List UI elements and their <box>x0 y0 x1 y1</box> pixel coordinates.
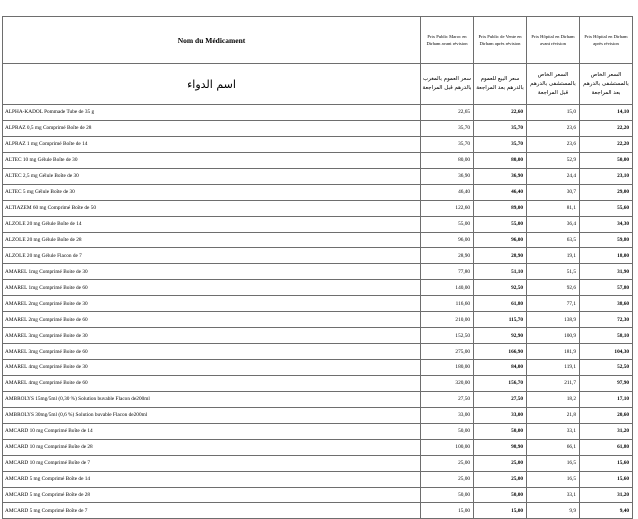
table-row <box>3 232 633 248</box>
price-public-before-cell: 116,60 <box>421 296 474 312</box>
price-public-before-cell: 25,00 <box>421 455 474 471</box>
medication-name-cell: ALTEC 2,5 mg Gélule Boîte de 30 <box>3 168 421 184</box>
price-public-before-cell: 210,00 <box>421 312 474 328</box>
table-row <box>3 312 633 328</box>
table-row <box>3 439 633 455</box>
medication-name-cell: ALZOLE 20 mg Gélule Flacon de 7 <box>3 248 421 264</box>
table-row <box>3 375 633 391</box>
medication-name-cell: AMAREL 4mg Comprimé Boite de 30 <box>3 360 421 376</box>
header-row-arabic <box>3 64 633 105</box>
price-hospital-after-cell: 22,20 <box>580 136 633 152</box>
price-public-before-cell: 35,70 <box>421 120 474 136</box>
price-public-before-cell: 55,00 <box>421 216 474 232</box>
medication-name-cell: AMAREL 3mg Comprimé Boite de 30 <box>3 328 421 344</box>
header-col1-ar: سعر العموم بالمغرب بالدرهم قبل المراجعة <box>421 64 474 105</box>
price-hospital-after-cell: 97,90 <box>580 375 633 391</box>
price-public-before-cell: 77,80 <box>421 264 474 280</box>
price-public-after-cell: 27,50 <box>474 391 527 407</box>
table-row <box>3 423 633 439</box>
price-public-after-cell: 35,70 <box>474 120 527 136</box>
medication-name-cell: ALPHA-KADOL Pommade Tube de 35 g <box>3 105 421 121</box>
medication-name-cell: AMCARD 10 mg Comprimé Boîte de 28 <box>3 439 421 455</box>
price-hospital-before-cell: 181,9 <box>527 344 580 360</box>
price-hospital-after-cell: 31,20 <box>580 423 633 439</box>
price-public-before-cell: 140,00 <box>421 280 474 296</box>
price-public-before-cell: 80,00 <box>421 152 474 168</box>
price-public-after-cell: 50,00 <box>474 423 527 439</box>
price-public-after-cell: 115,70 <box>474 312 527 328</box>
price-public-after-cell: 51,10 <box>474 264 527 280</box>
price-public-before-cell: 15,00 <box>421 503 474 519</box>
price-hospital-after-cell: 38,60 <box>580 296 633 312</box>
price-hospital-before-cell: 63,5 <box>527 232 580 248</box>
table-row <box>3 328 633 344</box>
table-row <box>3 296 633 312</box>
price-hospital-before-cell: 51,5 <box>527 264 580 280</box>
price-public-before-cell: 33,00 <box>421 407 474 423</box>
price-hospital-after-cell: 104,30 <box>580 344 633 360</box>
price-public-before-cell: 36,90 <box>421 168 474 184</box>
price-hospital-after-cell: 14,10 <box>580 105 633 121</box>
price-hospital-before-cell: 119,1 <box>527 360 580 376</box>
price-hospital-after-cell: 22,20 <box>580 120 633 136</box>
price-hospital-after-cell: 23,10 <box>580 168 633 184</box>
price-hospital-before-cell: 23,6 <box>527 120 580 136</box>
price-public-after-cell: 84,00 <box>474 360 527 376</box>
table-row <box>3 105 633 121</box>
price-hospital-after-cell: 72,30 <box>580 312 633 328</box>
price-public-after-cell: 55,00 <box>474 216 527 232</box>
header-col3-fr: Prix Hôpital en Dirham avant révision <box>527 17 580 64</box>
price-hospital-before-cell: 21,8 <box>527 407 580 423</box>
price-public-after-cell: 28,90 <box>474 248 527 264</box>
price-hospital-after-cell: 18,00 <box>580 248 633 264</box>
price-hospital-before-cell: 18,2 <box>527 391 580 407</box>
price-hospital-before-cell: 9,9 <box>527 503 580 519</box>
medication-name-cell: AMAREL 1mg Comprimé Boite de 60 <box>3 280 421 296</box>
price-public-before-cell: 35,70 <box>421 136 474 152</box>
table-row <box>3 136 633 152</box>
price-public-after-cell: 156,70 <box>474 375 527 391</box>
price-public-before-cell: 28,90 <box>421 248 474 264</box>
price-public-before-cell: 180,00 <box>421 360 474 376</box>
table-row <box>3 471 633 487</box>
price-public-before-cell: 275,00 <box>421 344 474 360</box>
price-hospital-after-cell: 29,00 <box>580 184 633 200</box>
price-public-after-cell: 15,00 <box>474 503 527 519</box>
price-public-after-cell: 166,90 <box>474 344 527 360</box>
table-row <box>3 503 633 519</box>
price-hospital-before-cell: 52,9 <box>527 152 580 168</box>
table-row <box>3 487 633 503</box>
price-public-after-cell: 25,00 <box>474 455 527 471</box>
header-col2-fr: Prix Public de Vente en Dirham après révision <box>474 17 527 64</box>
table-row <box>3 455 633 471</box>
price-public-after-cell: 92,50 <box>474 280 527 296</box>
medication-name-cell: AMBROLYS 15mg/5ml (0,30 %) Solution buvable Flacon de200ml <box>3 391 421 407</box>
header-row-french <box>3 17 633 64</box>
price-public-before-cell: 46,40 <box>421 184 474 200</box>
price-hospital-before-cell: 66,1 <box>527 439 580 455</box>
price-public-after-cell: 61,80 <box>474 296 527 312</box>
header-col1-fr: Prix Public Maroc en Dirham avant révision <box>421 17 474 64</box>
price-public-after-cell: 22,60 <box>474 105 527 121</box>
price-public-after-cell: 80,00 <box>474 152 527 168</box>
header-col3-ar: السعر الخاص بالمستشفى بالدرهم قبل المراجعة <box>527 64 580 105</box>
table-row <box>3 216 633 232</box>
medication-name-cell: AMAREL 2mg Comprimé Boite de 30 <box>3 296 421 312</box>
price-hospital-after-cell: 50,00 <box>580 152 633 168</box>
table-row <box>3 391 633 407</box>
price-hospital-before-cell: 16,5 <box>527 471 580 487</box>
price-public-before-cell: 100,00 <box>421 439 474 455</box>
price-public-after-cell: 35,70 <box>474 136 527 152</box>
table-row <box>3 407 633 423</box>
price-hospital-after-cell: 59,80 <box>580 232 633 248</box>
medication-name-cell: ALPRAZ 0,5 mg Comprimé Boîte de 28 <box>3 120 421 136</box>
medication-name-cell: AMAREL 4mg Comprimé Boite de 60 <box>3 375 421 391</box>
medication-name-cell: ALZOLE 20 mg Gélule Boîte de 28 <box>3 232 421 248</box>
table-row <box>3 120 633 136</box>
price-hospital-after-cell: 15,60 <box>580 455 633 471</box>
medication-name-cell: AMCARD 5 mg Comprimé Boîte de 14 <box>3 471 421 487</box>
medication-name-cell: ALTEC 10 mg Gélule Boîte de 30 <box>3 152 421 168</box>
table-row <box>3 200 633 216</box>
price-public-after-cell: 36,90 <box>474 168 527 184</box>
table-row <box>3 168 633 184</box>
price-hospital-after-cell: 61,80 <box>580 439 633 455</box>
medication-name-cell: AMAREL 1mg Comprimé Boite de 30 <box>3 264 421 280</box>
medication-price-table <box>2 16 633 519</box>
price-hospital-before-cell: 33,1 <box>527 487 580 503</box>
price-public-after-cell: 25,00 <box>474 471 527 487</box>
price-hospital-before-cell: 81,1 <box>527 200 580 216</box>
price-hospital-before-cell: 16,5 <box>527 455 580 471</box>
medication-name-cell: ALPRAZ 1 mg Comprimé Boîte de 14 <box>3 136 421 152</box>
price-public-before-cell: 50,00 <box>421 423 474 439</box>
price-public-after-cell: 46,40 <box>474 184 527 200</box>
medication-name-cell: AMBROLYS 30mg/5ml (0,6 %) Solution buvable Flacon de200ml <box>3 407 421 423</box>
header-col2-ar: سعر البيع للعموم بالدرهم بعد المراجعة <box>474 64 527 105</box>
medication-name-cell: ALTIAZEM 60 mg Comprimé Boîte de 50 <box>3 200 421 216</box>
medication-name-cell: AMCARD 10 mg Comprimé Boîte de 7 <box>3 455 421 471</box>
medication-name-cell: AMAREL 2mg Comprimé Boite de 60 <box>3 312 421 328</box>
price-hospital-before-cell: 15,0 <box>527 105 580 121</box>
price-hospital-after-cell: 9,40 <box>580 503 633 519</box>
price-public-after-cell: 92,90 <box>474 328 527 344</box>
table-row <box>3 264 633 280</box>
price-public-before-cell: 152,50 <box>421 328 474 344</box>
price-hospital-after-cell: 34,30 <box>580 216 633 232</box>
price-public-before-cell: 122,60 <box>421 200 474 216</box>
price-hospital-before-cell: 23,6 <box>527 136 580 152</box>
table-row <box>3 344 633 360</box>
medication-name-cell: AMCARD 5 mg Comprimé Boîte de 28 <box>3 487 421 503</box>
price-public-after-cell: 96,00 <box>474 232 527 248</box>
price-hospital-before-cell: 211,7 <box>527 375 580 391</box>
price-public-before-cell: 25,00 <box>421 471 474 487</box>
medication-name-cell: AMAREL 3mg Comprimé Boite de 60 <box>3 344 421 360</box>
price-hospital-before-cell: 19,1 <box>527 248 580 264</box>
header-col4-ar: السعر الخاص بالمستشفى بالدرهم بعد المراجعة <box>580 64 633 105</box>
price-public-before-cell: 22,65 <box>421 105 474 121</box>
price-hospital-after-cell: 58,10 <box>580 328 633 344</box>
price-public-before-cell: 320,00 <box>421 375 474 391</box>
price-hospital-before-cell: 24,4 <box>527 168 580 184</box>
price-public-after-cell: 98,90 <box>474 439 527 455</box>
table-row <box>3 360 633 376</box>
price-hospital-before-cell: 92,6 <box>527 280 580 296</box>
price-hospital-after-cell: 31,20 <box>580 487 633 503</box>
price-public-after-cell: 89,00 <box>474 200 527 216</box>
table-row <box>3 280 633 296</box>
price-hospital-before-cell: 36,4 <box>527 216 580 232</box>
table-row <box>3 152 633 168</box>
price-public-before-cell: 50,00 <box>421 487 474 503</box>
table-row <box>3 184 633 200</box>
table-row <box>3 248 633 264</box>
price-hospital-before-cell: 100,9 <box>527 328 580 344</box>
medication-name-cell: ALZOLE 20 mg Gélule Boîte de 14 <box>3 216 421 232</box>
price-hospital-before-cell: 30,7 <box>527 184 580 200</box>
medication-name-cell: AMCARD 5 mg Comprimé Boîte de 7 <box>3 503 421 519</box>
price-public-before-cell: 27,50 <box>421 391 474 407</box>
price-hospital-after-cell: 31,90 <box>580 264 633 280</box>
price-hospital-after-cell: 17,10 <box>580 391 633 407</box>
price-hospital-before-cell: 33,1 <box>527 423 580 439</box>
price-hospital-before-cell: 77,1 <box>527 296 580 312</box>
medication-name-cell: AMCARD 10 mg Comprimé Boîte de 14 <box>3 423 421 439</box>
price-hospital-after-cell: 55,60 <box>580 200 633 216</box>
price-hospital-after-cell: 15,60 <box>580 471 633 487</box>
price-public-before-cell: 96,00 <box>421 232 474 248</box>
price-hospital-after-cell: 20,60 <box>580 407 633 423</box>
price-public-after-cell: 50,00 <box>474 487 527 503</box>
header-name-ar: اسم الدواء <box>3 64 421 105</box>
header-name-fr: Nom du Médicament <box>3 17 421 64</box>
header-col4-fr: Prix Hôpital en Dirham après révision <box>580 17 633 64</box>
price-hospital-after-cell: 57,80 <box>580 280 633 296</box>
price-hospital-before-cell: 138,9 <box>527 312 580 328</box>
medication-name-cell: ALTEC 5 mg Gélule Boîte de 30 <box>3 184 421 200</box>
price-public-after-cell: 33,00 <box>474 407 527 423</box>
price-hospital-after-cell: 52,50 <box>580 360 633 376</box>
